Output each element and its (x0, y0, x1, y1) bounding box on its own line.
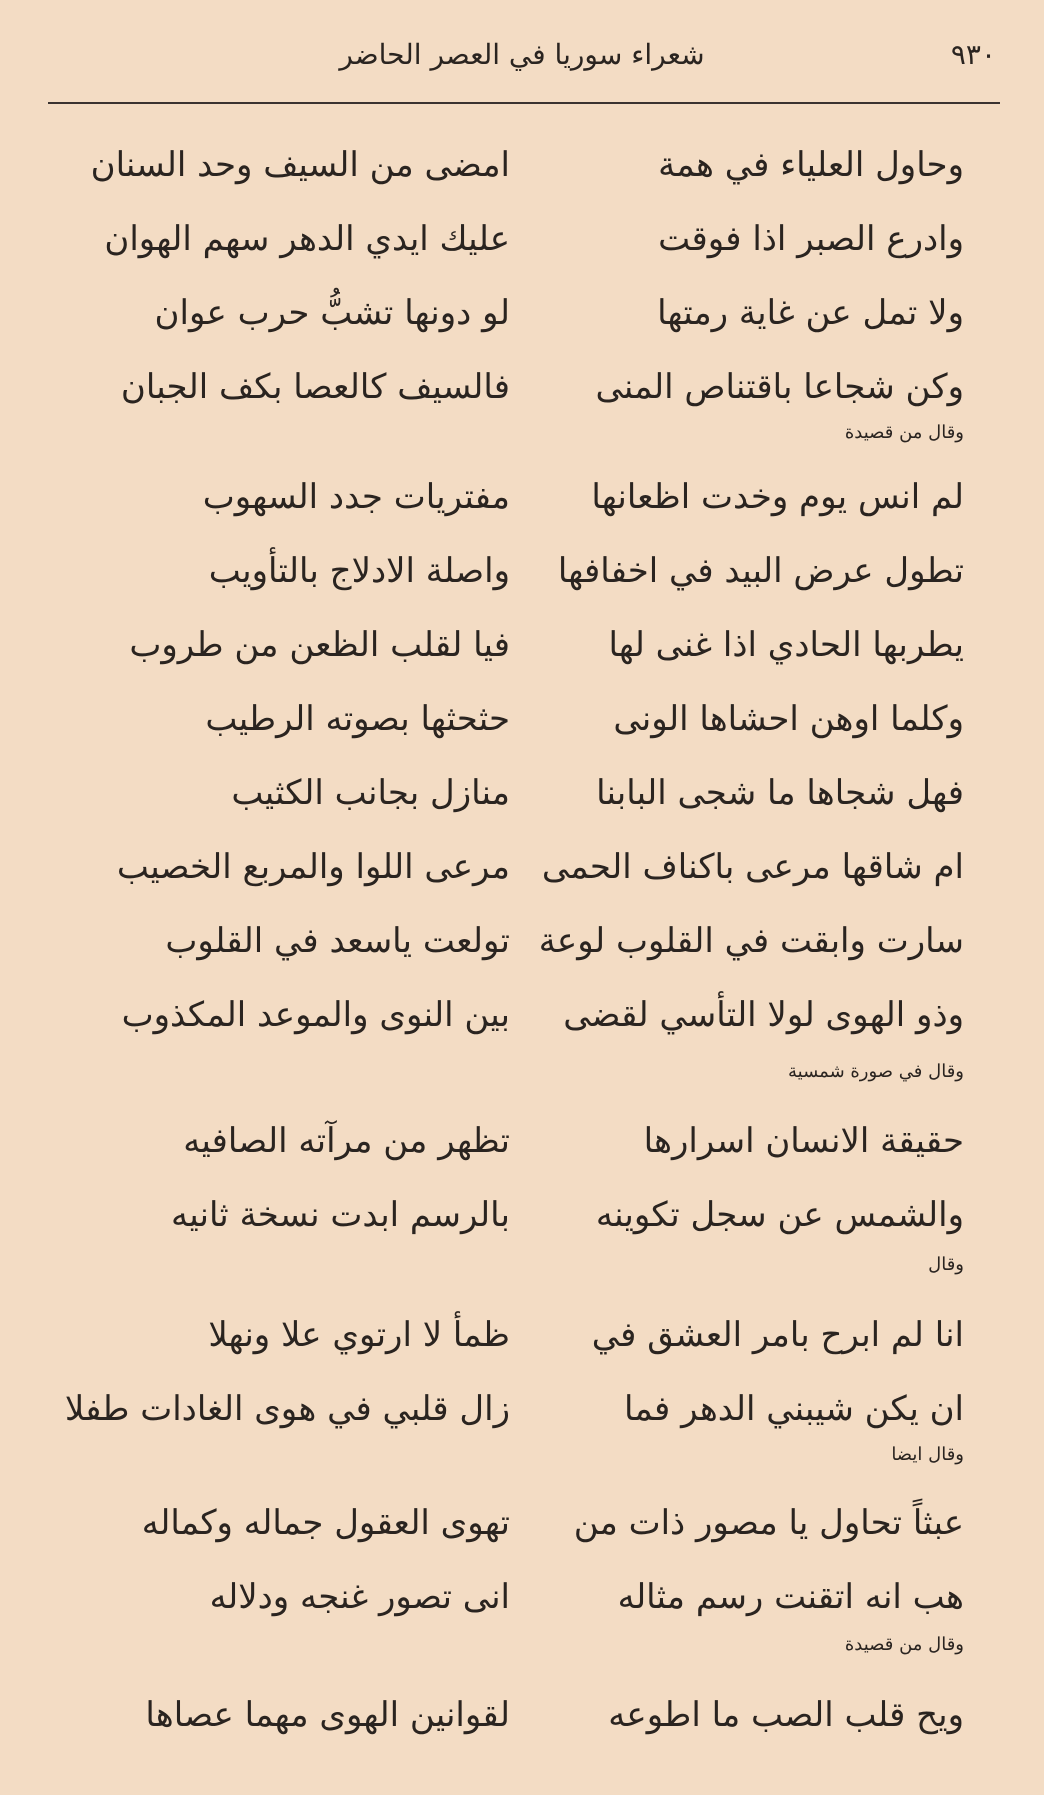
first-hemistich: ولا تمل عن غاية رمتها (657, 293, 964, 333)
poem-intro: وقال (928, 1254, 964, 1275)
second-hemistich: منازل بجانب الكثيب (231, 773, 510, 813)
second-hemistich: مرعى اللوا والمربع الخصيب (116, 847, 510, 887)
verse-line (0, 1680, 1044, 1750)
verse-line (0, 906, 1044, 976)
first-hemistich: ان يكن شيبني الدهر فما (624, 1389, 964, 1429)
verse-line (0, 610, 1044, 680)
first-hemistich: وادرع الصبر اذا فوقت (658, 219, 964, 259)
verse-line (0, 684, 1044, 754)
first-hemistich: فهل شجاها ما شجى البابنا (596, 773, 964, 813)
verse-line (0, 462, 1044, 532)
second-hemistich: لقوانين الهوى مهما عصاها (145, 1695, 510, 1735)
first-hemistich: وكلما اوهن احشاها الونى (613, 699, 964, 739)
first-hemistich: يطربها الحادي اذا غنى لها (608, 625, 964, 665)
second-hemistich: فيا لقلب الظعن من طروب (129, 625, 510, 665)
first-hemistich: عبثاً تحاول يا مصور ذات من (573, 1503, 964, 1543)
second-hemistich: ظمأ لا ارتوي علا ونهلا (208, 1315, 510, 1355)
verse-line (0, 980, 1044, 1050)
verse-line (0, 1300, 1044, 1370)
verse-line (0, 130, 1044, 200)
verse-line (0, 1180, 1044, 1250)
second-hemistich: عليك ايدي الدهر سهم الهوان (104, 219, 510, 259)
poem-intro: وقال من قصيدة (844, 422, 964, 443)
poem-intro: وقال من قصيدة (844, 1634, 964, 1655)
second-hemistich: تولعت ياسعد في القلوب (165, 921, 510, 961)
page-number: ٩٣٠ (950, 38, 996, 71)
verse-line (0, 1374, 1044, 1444)
first-hemistich: وحاول العلياء في همة (658, 145, 964, 185)
second-hemistich: فالسيف كالعصا بكف الجبان (120, 367, 510, 407)
second-hemistich: واصلة الادلاج بالتأويب (208, 551, 510, 591)
verse-line (0, 204, 1044, 274)
second-hemistich: تهوى العقول جماله وكماله (141, 1503, 510, 1543)
first-hemistich: وذو الهوى لولا التأسي لقضى (563, 995, 964, 1035)
verse-line (0, 352, 1044, 422)
running-title: شعراء سوريا في العصر الحاضر (339, 38, 705, 71)
first-hemistich: ويح قلب الصب ما اطوعه (608, 1695, 964, 1735)
first-hemistich: ام شاقها مرعى باكناف الحمى (541, 847, 964, 887)
poem-intro: وقال في صورة شمسية (788, 1061, 964, 1082)
poem-intro: وقال ايضا (891, 1444, 964, 1465)
verse-line (0, 758, 1044, 828)
verse-line (0, 536, 1044, 606)
first-hemistich: هب انه اتقنت رسم مثاله (617, 1577, 964, 1617)
verse-line (0, 278, 1044, 348)
first-hemistich: لم انس يوم وخدت اظعانها (591, 477, 964, 517)
second-hemistich: امضى من السيف وحد السنان (90, 145, 510, 185)
second-hemistich: لو دونها تشبُّ حرب عوان (154, 293, 510, 333)
first-hemistich: حقيقة الانسان اسرارها (643, 1121, 964, 1161)
verse-line (0, 1106, 1044, 1176)
first-hemistich: وكن شجاعا باقتناص المنى (595, 367, 964, 407)
verse-line (0, 1562, 1044, 1632)
verse-line (0, 1488, 1044, 1558)
second-hemistich: حثحثها بصوته الرطيب (205, 699, 510, 739)
second-hemistich: زال قلبي في هوى الغادات طفلا (64, 1389, 510, 1429)
second-hemistich: انى تصور غنجه ودلاله (209, 1577, 510, 1617)
first-hemistich: انا لم ابرح بامر العشق في (591, 1315, 964, 1355)
second-hemistich: بين النوى والموعد المكذوب (121, 995, 510, 1035)
second-hemistich: بالرسم ابدت نسخة ثانيه (171, 1195, 510, 1235)
second-hemistich: مفتريات جدد السهوب (202, 477, 510, 517)
first-hemistich: سارت وابقت في القلوب لوعة (538, 921, 964, 961)
second-hemistich: تظهر من مرآته الصافيه (183, 1121, 510, 1161)
first-hemistich: تطول عرض البيد في اخفافها (557, 551, 964, 591)
verse-line (0, 832, 1044, 902)
first-hemistich: والشمس عن سجل تكوينه (595, 1195, 964, 1235)
